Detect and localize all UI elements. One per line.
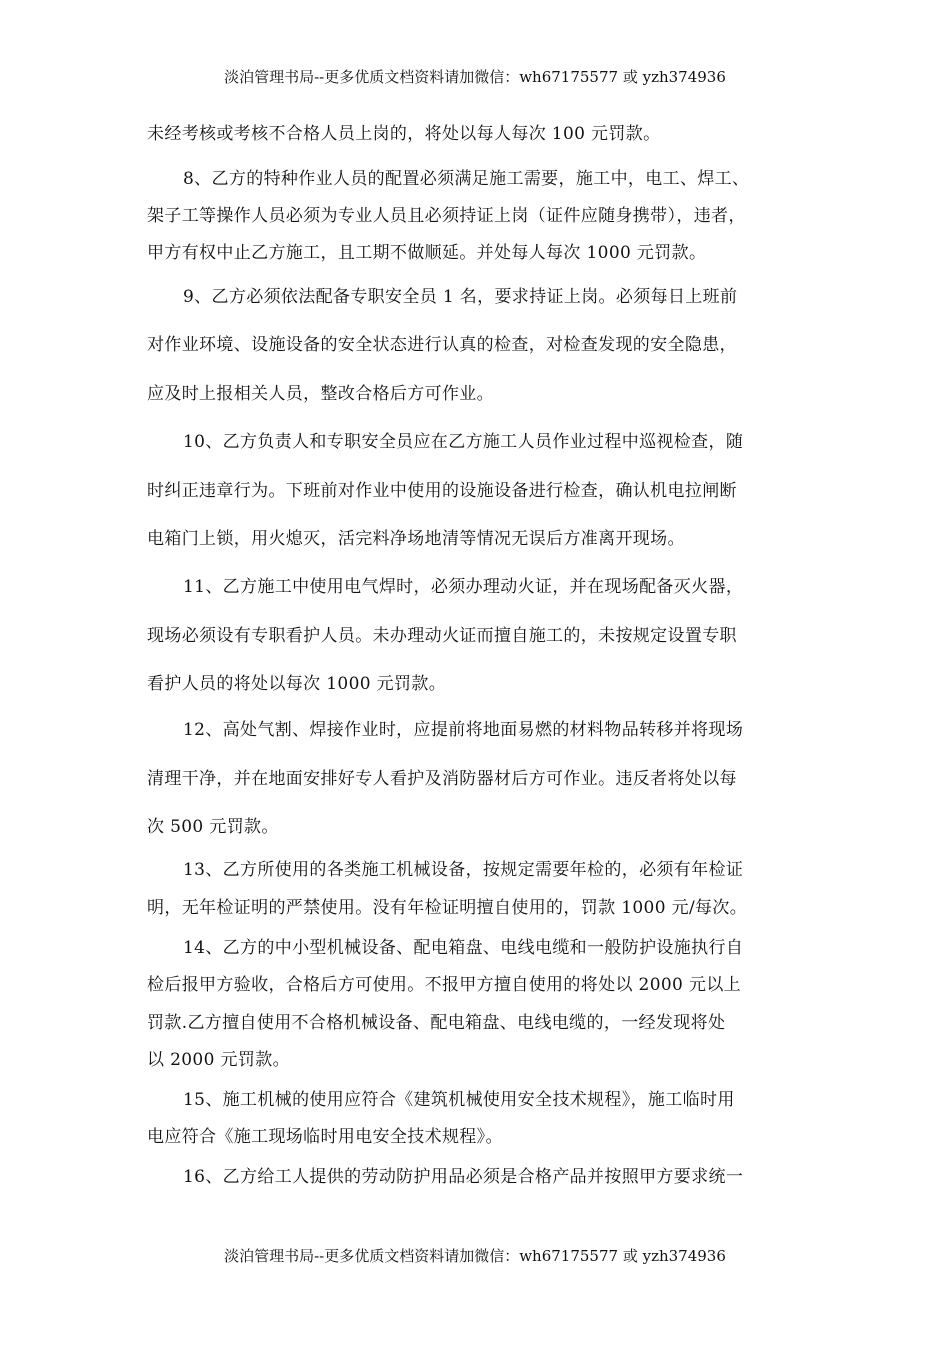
text-line: 检后报甲方验收，合格后方可使用。不报甲方擅自使用的将处以 2000 元以上 (147, 975, 742, 995)
text-line: 甲方有权中止乙方施工，且工期不做顺延。并处每人每次 1000 元罚款。 (147, 243, 707, 263)
text-line: 时纠正违章行为。下班前对作业中使用的设施设备进行检查，确认机电拉闸断 (147, 481, 737, 501)
text-line: 以 2000 元罚款。 (147, 1050, 290, 1070)
text-line: 16、乙方给工人提供的劳动防护用品必须是合格产品并按照甲方要求统一 (183, 1167, 744, 1187)
text-line: 9、乙方必须依法配备专职安全员 1 名，要求持证上岗。必须每日上班前 (183, 287, 738, 307)
text-line: 对作业环境、设施设备的安全状态进行认真的检查，对检查发现的安全隐患， (147, 335, 737, 355)
text-line: 架子工等操作人员必须为专业人员且必须持证上岗（证件应随身携带），违者， (147, 206, 746, 226)
text-line: 15、施工机械的使用应符合《建筑机械使用安全技术规程》，施工临时用 (183, 1090, 735, 1110)
text-line: 电应符合《施工现场临时用电安全技术规程》。 (147, 1127, 503, 1147)
page-header: 淡泊管理书局--更多优质文档资料请加微信：wh67175577 或 yzh374936 (224, 68, 726, 86)
text-line: 看护人员的将处以每次 1000 元罚款。 (147, 674, 447, 694)
text-line: 现场必须设有专职看护人员。未办理动火证而擅自施工的，未按规定设置专职 (147, 626, 737, 646)
text-line: 8、乙方的特种作业人员的配置必须满足施工需要，施工中，电工、焊工、 (183, 169, 750, 189)
text-line: 次 500 元罚款。 (147, 817, 279, 837)
text-line: 未经考核或考核不合格人员上岗的，将处以每人每次 100 元罚款。 (147, 124, 661, 144)
text-line: 清理干净，并在地面安排好专人看护及消防器材后方可作业。违反者将处以每 (147, 769, 737, 789)
text-line: 应及时上报相关人员，整改合格后方可作业。 (147, 384, 494, 404)
text-line: 11、乙方施工中使用电气焊时，必须办理动火证，并在现场配备灭火器， (183, 577, 744, 597)
text-line: 10、乙方负责人和专职安全员应在乙方施工人员作业过程中巡视检查，随 (183, 432, 744, 452)
text-line: 电箱门上锁，用火熄灭，活完料净场地清等情况无误后方准离开现场。 (147, 529, 685, 549)
text-line: 14、乙方的中小型机械设备、配电箱盘、电线电缆和一般防护设施执行自 (183, 938, 744, 958)
page-footer: 淡泊管理书局--更多优质文档资料请加微信：wh67175577 或 yzh374936 (224, 1247, 726, 1265)
text-line: 罚款.乙方擅自使用不合格机械设备、配电箱盘、电线电缆的，一经发现将处 (147, 1013, 726, 1033)
text-line: 12、高处气割、焊接作业时，应提前将地面易燃的材料物品转移并将现场 (183, 720, 744, 740)
text-line: 明，无年检证明的严禁使用。没有年检证明擅自使用的，罚款 1000 元/每次。 (147, 898, 748, 918)
text-line: 13、乙方所使用的各类施工机械设备，按规定需要年检的，必须有年检证 (183, 860, 744, 880)
